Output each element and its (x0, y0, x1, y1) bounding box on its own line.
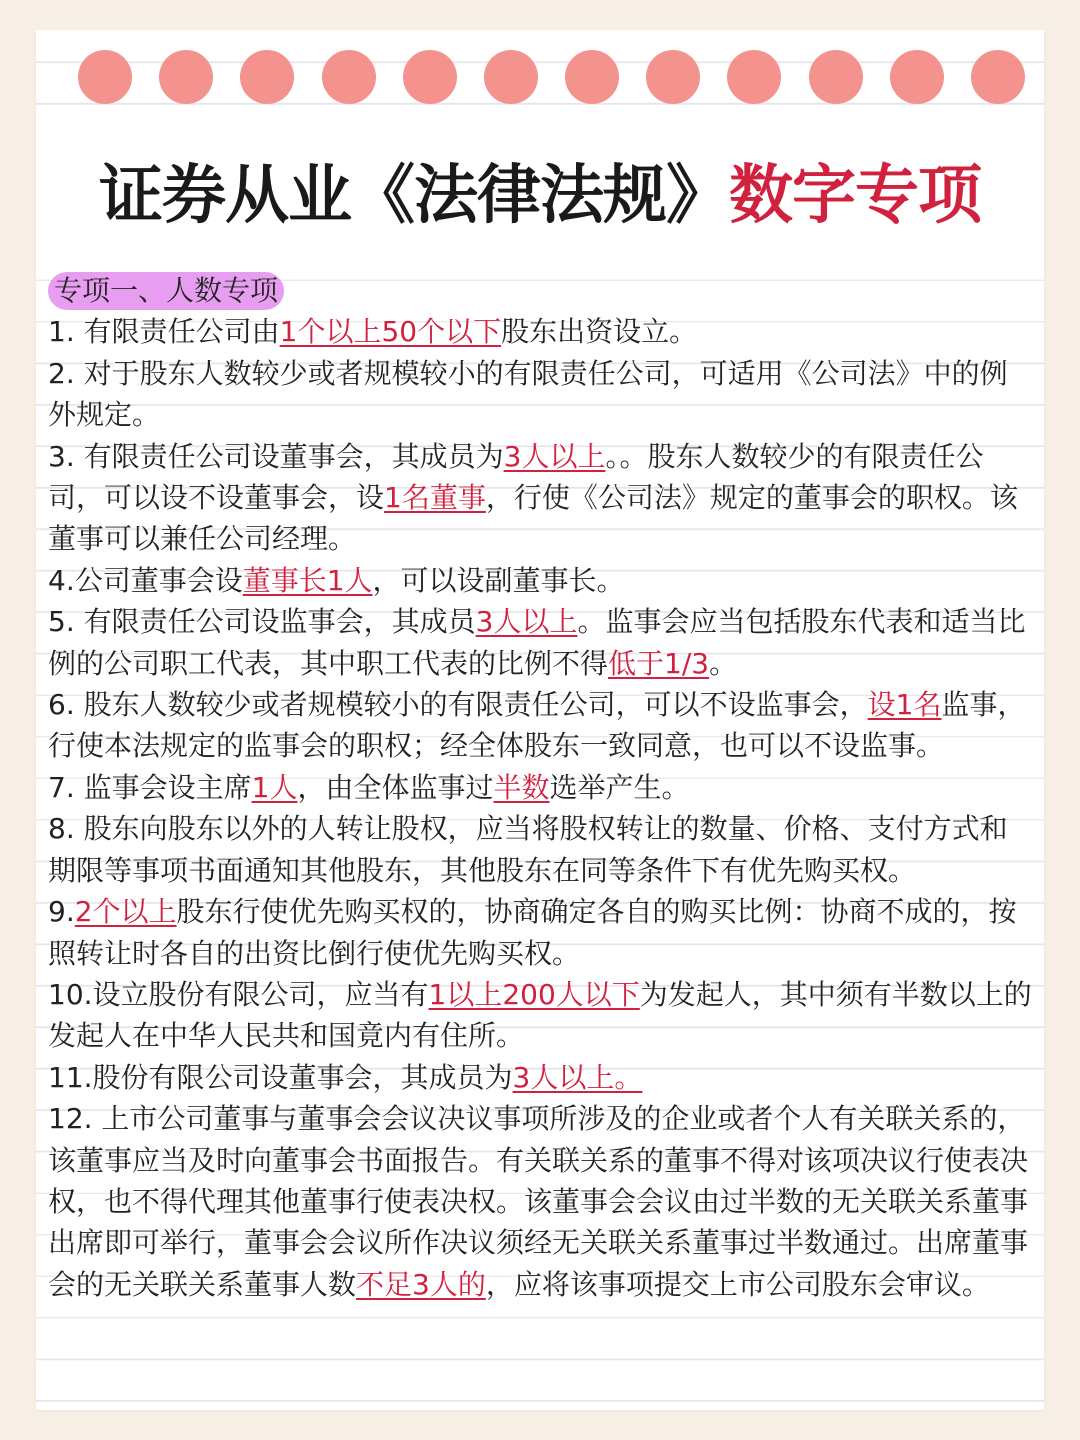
highlighted-number: 半数 (493, 770, 550, 804)
list-item (48, 1057, 1034, 1098)
list-item (48, 767, 1034, 808)
item-text: 7. 监事会设主席 (48, 770, 252, 804)
highlighted-number: 1人 (251, 770, 298, 804)
highlighted-number: 1名董事 (384, 481, 486, 515)
decorative-dot (646, 50, 700, 104)
decorative-dot (727, 50, 781, 104)
decorative-dot (322, 50, 376, 104)
highlighted-number: 3人以上。 (512, 1060, 643, 1094)
list-item (48, 560, 1034, 601)
item-text: 4.公司董事会设 (48, 563, 243, 597)
item-text: 。 (709, 646, 738, 680)
item-text: 股东行使优先购买权的，协商确定各自的购买比例：协商不成的，按照转让时各自的出资比倒行使优先购买权。 (48, 895, 1017, 970)
item-text: 为发起人，其中须有半数以上的发起人在中华人民共和国竟内有住所。 (48, 977, 1032, 1053)
list-item (48, 684, 1034, 767)
decorative-dot (403, 50, 457, 104)
item-text: 2. 对于股东人数较少或者规模较小的有限责任公司，可适用《公司法》中的例外规定。 (48, 356, 1008, 432)
item-text: 监事，行使本法规定的监事会的职权；经全体股东一致同意，也可以不设监事。 (48, 688, 1026, 763)
item-list (48, 311, 1034, 1305)
decorative-dot (890, 50, 944, 104)
highlighted-number: 1以上200人以下 (428, 977, 640, 1011)
item-text: ，由全体监事过 (297, 770, 494, 804)
decorative-dot (565, 50, 619, 104)
item-text: 11.股份有限公司设董事会，其成员为 (48, 1060, 513, 1094)
page-title (36, 148, 1044, 244)
item-text: 。监事会应当包括股东代表和适当比例的公司职工代表，其中职工代表的比例不得 (48, 605, 1026, 680)
item-text: 。。股东人数较少的有限责任公司，可以设不设董事会，设 (48, 439, 984, 515)
item-text: 8. 股东向股东以外的人转让股权，应当将股权转让的数量、价格、支付方式和期限等事项书面通知其他股东，其他股东在同等条件下有优先购买权。 (48, 812, 1008, 887)
decorative-dot (78, 50, 132, 104)
item-text: 9. (48, 895, 75, 929)
highlighted-number: 1个以上50个以下 (279, 315, 502, 349)
title-highlight: 数字专项 (729, 158, 981, 233)
decorative-dot (159, 50, 213, 104)
item-text: ，应将该事项提交上市公司股东会审议。 (485, 1267, 990, 1301)
list-item (48, 891, 1034, 974)
highlighted-number: 董事长1人 (242, 563, 373, 597)
note-page (36, 30, 1044, 1410)
content-body (48, 270, 1034, 1305)
highlighted-number: 设1名 (867, 688, 942, 722)
list-item (48, 808, 1034, 891)
list-item (48, 436, 1034, 560)
list-item (48, 353, 1034, 436)
list-item (48, 974, 1034, 1057)
decorative-dot (809, 50, 863, 104)
item-text: 5. 有限责任公司设监事会，其成员 (48, 605, 476, 639)
highlighted-number: 2个以上 (74, 895, 177, 929)
section-heading: 专项一、人数专项 (48, 272, 284, 310)
item-text: ，可以设副董事长。 (372, 563, 625, 597)
list-item (48, 311, 1034, 352)
highlighted-number: 不足3人的 (356, 1267, 486, 1301)
item-text: 选举产生。 (549, 770, 690, 804)
list-item (48, 1098, 1034, 1305)
decorative-dot (971, 50, 1025, 104)
decorative-dot (484, 50, 538, 104)
item-text: 10.设立股份有限公司，应当有 (48, 977, 429, 1011)
item-text: 股东出资设立。 (501, 315, 698, 349)
item-text: 12. 上市公司董事与董事会会议决议事项所涉及的企业或者个人有关联关系的，该董事应当及时向董事会书面报告。有关联关系的董事不得对该项决议行使表决权，也不得代理其他董事行使表决权。该董事会会议由过半数的无关联关系董事出席即可举行，董事会会议所作决议须经无关联关系董事过半数通过。出席董事会的无关联关系董事人数 (48, 1102, 1029, 1301)
highlighted-number: 低于1/3 (608, 646, 710, 680)
item-text: 6. 股东人数较少或者规模较小的有限责任公司，可以不设监事会， (48, 688, 868, 722)
list-item (48, 601, 1034, 684)
title-main: 证券从业《法律法规》 (99, 158, 729, 233)
highlighted-number: 3人以上 (475, 605, 578, 639)
highlighted-number: 3人以上 (503, 439, 606, 473)
decorative-dot (240, 50, 294, 104)
item-text: 3. 有限责任公司设董事会，其成员为 (48, 439, 504, 473)
item-text: 1. 有限责任公司由 (48, 315, 280, 349)
item-text: ，行使《公司法》规定的董事会的职权。该董事可以兼任公司经理。 (48, 481, 1018, 556)
decorative-dots-row (36, 50, 1044, 110)
